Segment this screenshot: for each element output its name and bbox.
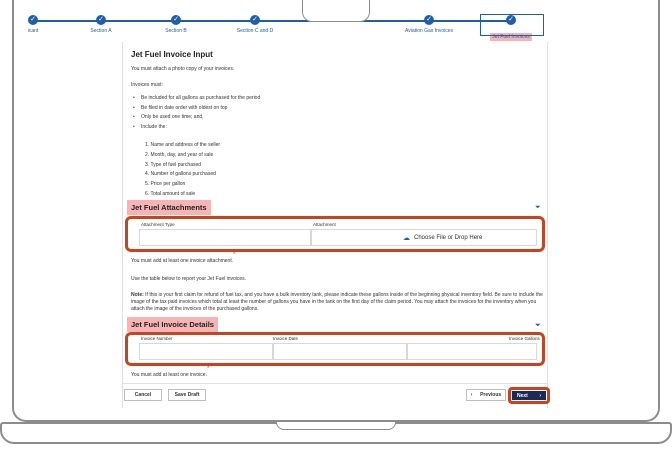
step-section-c-and-d[interactable] [210,15,300,34]
required-indicator: * [233,252,236,258]
list-item: 3. Type of fuel purchased [145,161,202,168]
check-icon: ✓ [424,15,434,25]
list-item: • Only be used one time; and, [133,114,260,124]
attachment-type-select[interactable] [139,229,311,246]
next-button[interactable] [508,387,550,404]
note-label: Note: [131,292,144,298]
attachment-requirement: You must add at least one invoice attachment. [131,258,234,264]
note-text [131,292,543,313]
required-indicator: * [207,366,210,372]
invoice-gallons-header: Invoice Gallons [509,336,540,341]
check-icon: ✓ [171,15,181,25]
screen [27,14,640,408]
step-label: Section B [165,28,187,34]
intro-text: You must attach a photo copy of your invoices. [131,66,235,72]
next-label: Next [517,392,528,399]
page-title: Jet Fuel Invoice Input [131,50,213,59]
laptop-camera-notch [302,0,370,22]
invoice-date-input[interactable] [273,343,407,360]
check-icon: ✓ [250,15,260,25]
previous-button[interactable] [466,389,506,401]
filter-icon[interactable]: ⏷ [535,204,541,211]
step-aviation-gas-invoices[interactable] [384,15,474,34]
save-draft-button[interactable]: Save Draft [168,389,206,401]
chevron-right-icon: › [539,392,541,399]
footer-divider [122,383,548,384]
invoice-date-header: Invoice Date [273,336,299,341]
list-item: 5. Price per gallon [145,181,186,188]
invoice-gallons-input[interactable] [407,343,537,360]
laptop-base-groove [276,422,396,430]
step-label: Aviation Gas Invoices [405,28,453,34]
step-section-b[interactable] [131,15,221,34]
requirements-list [133,95,260,133]
upload-label: Choose File or Drop Here [414,235,483,241]
attachments-heading: Jet Fuel Attachments [127,200,211,215]
step-label: Jet Fuel Invoices [492,34,530,40]
list-item: 4. Number of gallons purchased [145,171,216,178]
step-label: Section A [90,28,112,34]
invoice-details-heading: Jet Fuel Invoice Details [127,317,218,332]
check-icon: ✓ [96,15,106,25]
invoice-requirement: You must add at least one invoice. [131,372,207,378]
list-item: • Include the: [133,124,260,134]
invoice-number-header: Invoice Number [141,336,173,341]
step-label: Section C and D [236,28,274,34]
list-item: 6. Total amount of sale [145,190,196,197]
filter-icon[interactable]: ⏷ [535,322,541,329]
previous-label: Previous [480,392,502,398]
attachment-type-header: Attachment Type [141,222,175,227]
chevron-left-icon: ‹ [470,392,473,398]
check-icon: ✓ [28,15,38,25]
list-item: 2. Month, day, and year of sale [145,151,214,158]
note-body: If this is your first claim for refund of fuel tax, and you have a bulk inventory tank, please indicate these gallons inside of the beginning physical inventory field. Be sure to include the image of the tax paid invoices which total at least the number of gallons you have in the tank on the first day of the claim period. You may attach the invoices for the inventory when you attach the image of the invoices of the purchased gallons. [131,292,543,312]
list-item: • Be filed in date order with oldest on top [133,105,260,115]
step-label: icant [27,28,39,34]
list-item: • Be included for all gallons as purchased for the period [133,95,260,105]
invoices-must-text: Invoices must: [131,82,163,88]
list-item: 1. Name and address of the seller [145,142,221,148]
jet-fuel-form [122,42,548,408]
upload-control[interactable] [403,234,482,242]
instructions-text: Use the table below to report your Jet Fuel invoices. [131,276,247,282]
check-icon: ✓ [506,15,516,25]
cancel-button[interactable]: Cancel [124,389,162,401]
include-list [145,142,220,201]
next-button-inner[interactable] [512,391,546,400]
active-step-highlight [480,14,544,36]
attachment-header: Attachment [313,222,336,227]
cloud-upload-icon: ☁ [403,235,410,242]
invoice-number-input[interactable] [139,343,273,360]
